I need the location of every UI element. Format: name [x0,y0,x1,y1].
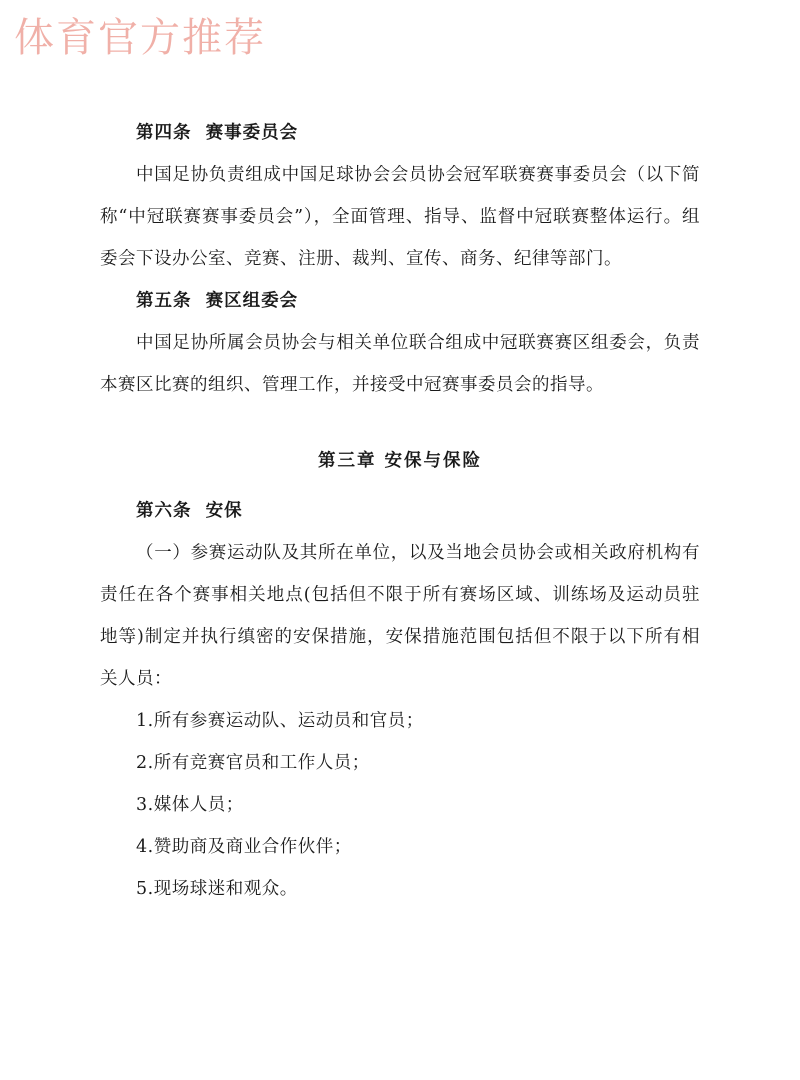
list-item: 3.媒体人员； [136,795,244,815]
paragraph: （一）参赛运动队及其所在单位，以及当地会员协会或相关政府机构有责任在各个赛事相关地点(包括但不限于所有赛场区域、训练场及运动员驻地等)制定并执行缜密的安保措施，安保措施范围包括但不限于以下所有相关人员： [100,543,700,689]
article-heading: 第六条 安保 [136,501,243,521]
paragraph: 中国足协所属会员协会与相关单位联合组成中冠联赛赛区组委会，负责本赛区比赛的组织、管理工作，并接受中冠赛事委员会的指导。 [100,333,700,395]
article-heading: 第五条 赛区组委会 [136,291,299,311]
list-item: 2.所有竞赛官员和工作人员； [136,753,370,773]
chapter-title: 第三章 安保与保险 [317,451,483,471]
article-heading: 第四条 赛事委员会 [136,123,299,143]
list-item: 5.现场球迷和观众。 [136,879,298,899]
list-item: 1.所有参赛运动队、运动员和官员； [136,711,424,731]
list-item: 4.赞助商及商业合作伙伴； [136,837,352,857]
paragraph: 中国足协负责组成中国足球协会会员协会冠军联赛赛事委员会（以下简称“中冠联赛赛事委员会”），全面管理、指导、监督中冠联赛整体运行。组委会下设办公室、竞赛、注册、裁判、宣传、商务、纪律等部门。 [100,165,700,269]
watermark-text: 体育官方推荐 [14,15,266,61]
document-page [100,112,700,910]
